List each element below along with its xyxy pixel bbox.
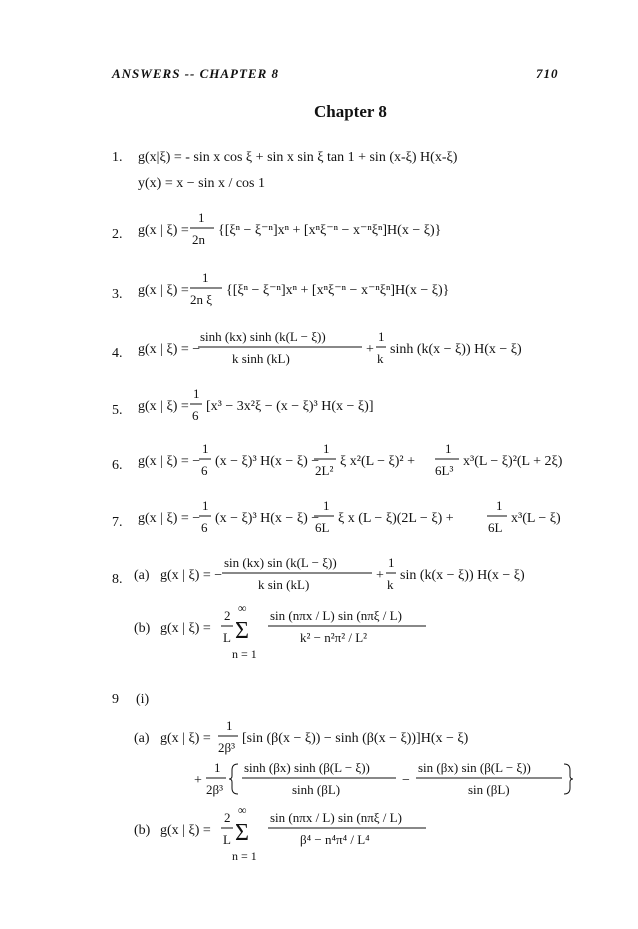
frac-den: 2n ξ [190,292,213,307]
item-number: 5. [112,403,123,418]
equation-8b [134,600,604,664]
frac-den: k [377,351,384,366]
equation-9b [134,802,604,866]
frac-num: 1 [198,210,205,225]
eq-lhs: g(x | ξ) = [138,223,189,238]
item-number: 6. [112,458,123,473]
frac-num: 1 [202,498,209,513]
equation-6 [138,438,618,486]
eq-op: − [402,773,410,788]
frac-den: sinh (βL) [292,782,341,797]
frac-den: 6L³ [435,463,454,478]
eq-lhs: g(x | ξ) = − [138,342,201,357]
frac-num: 1 [323,441,330,456]
equation-3 [138,268,578,314]
frac-num: sin (kx) sin (k(L − ξ)) [224,555,337,570]
frac-num: 1 [378,329,385,344]
eq-lhs: g(x | ξ) = [138,399,189,414]
frac-den: 2β³ [218,740,236,755]
frac-num: 1 [193,386,200,401]
frac-num: 1 [226,718,233,733]
item-number: 8. [112,572,123,587]
sum-sign: Σ [235,820,249,846]
eq-tail: sin (k(x − ξ)) H(x − ξ) [400,568,525,583]
frac-num: sin (nπx / L) sin (nπξ / L) [270,608,402,623]
sum-lower: n = 1 [232,647,257,661]
eq-op: + [194,773,202,788]
frac-num: sin (nπx / L) sin (nπξ / L) [270,810,402,825]
running-header: ANSWERS -- CHAPTER 8 [112,66,280,81]
sum-sign: Σ [235,618,249,644]
frac-num: 1 [496,498,503,513]
frac-num: 1 [388,555,395,570]
equation-9a [134,716,604,762]
eq-lhs: g(x | ξ) = [160,823,211,838]
part-label: (b) [134,621,151,636]
frac-den: k sinh (kL) [232,351,290,366]
frac-num: sin (βx) sin (β(L − ξ)) [418,760,531,775]
item-number: 3. [112,287,123,302]
eq-term: (x − ξ)³ H(x − ξ) − [215,511,320,526]
frac-den: 2n [192,232,205,247]
equation-9a-continued [134,758,604,804]
frac-den: β⁴ − n⁴π⁴ / L⁴ [300,832,370,847]
frac-den: L [223,832,231,847]
frac-den: k² − n²π² / L² [300,630,368,645]
eq-term: ξ x²(L − ξ)² + [340,454,416,469]
eq-term: x³(L − ξ)²(L + 2ξ) [463,454,563,469]
frac-num: 2 [224,810,231,825]
frac-den: k [387,577,394,592]
frac-num: sinh (kx) sinh (k(L − ξ)) [200,329,326,344]
frac-num: 1 [202,270,209,285]
frac-den: 6 [201,520,208,535]
page-number: 710 [536,66,559,81]
eq-lhs: g(x | ξ) = − [138,454,201,469]
frac-num: 1 [214,760,221,775]
frac-num: 1 [445,441,452,456]
frac-den: k sin (kL) [258,577,310,592]
eq-lhs: g(x | ξ) = − [138,511,201,526]
item-number: 2. [112,227,123,242]
sum-upper: ∞ [238,803,247,817]
item-number: 7. [112,515,123,530]
equation-line: y(x) = x − sin x / cos 1 [138,176,266,191]
equation-5 [138,384,578,430]
frac-den: 2β³ [206,782,224,797]
part-label: (a) [134,731,150,746]
equation-7 [138,495,618,543]
frac-num: 1 [323,498,330,513]
equation-4 [138,326,598,372]
sum-upper: ∞ [238,601,247,615]
frac-num: 2 [224,608,231,623]
frac-den: 6 [201,463,208,478]
eq-body: [x³ − 3x²ξ − (x − ξ)³ H(x − ξ)] [206,399,374,414]
frac-den: 6L [488,520,503,535]
frac-den: 6 [192,408,199,423]
eq-lhs: g(x | ξ) = [138,283,189,298]
equation-2 [138,208,578,254]
eq-term: x³(L − ξ) [511,511,561,526]
eq-term: (x − ξ)³ H(x − ξ) − [215,454,320,469]
eq-tail: sinh (k(x − ξ)) H(x − ξ) [390,342,522,357]
eq-body: [sin (β(x − ξ)) − sinh (β(x − ξ))]H(x − ξ) [242,731,469,746]
frac-den: 6L [315,520,330,535]
item-number: 9 [112,692,119,707]
frac-den: 2L² [315,463,334,478]
frac-num: 1 [202,441,209,456]
sum-lower: n = 1 [232,849,257,863]
equation-line: g(x|ξ) = - sin x cos ξ + sin x sin ξ tan 1 + sin (x-ξ) H(x-ξ) [138,150,458,165]
eq-lhs: g(x | ξ) = [160,621,211,636]
subitem-label: (i) [136,692,150,707]
eq-lhs: g(x | ξ) = − [160,568,223,583]
frac-den: L [223,630,231,645]
item-number: 4. [112,346,123,361]
frac-den: sin (βL) [468,782,510,797]
chapter-title: Chapter 8 [314,102,387,121]
eq-op: + [366,342,374,357]
item-number: 1. [112,150,123,165]
part-label: (b) [134,823,151,838]
equation-8a [134,552,604,600]
frac-num: sinh (βx) sinh (β(L − ξ)) [244,760,370,775]
eq-op: + [376,568,384,583]
eq-body: {[ξⁿ − ξ⁻ⁿ]xⁿ + [xⁿξ⁻ⁿ − x⁻ⁿξⁿ]H(x − ξ)} [218,223,442,238]
eq-body: {[ξⁿ − ξ⁻ⁿ]xⁿ + [xⁿξ⁻ⁿ − x⁻ⁿξⁿ]H(x − ξ)} [226,283,450,298]
eq-term: ξ x (L − ξ)(2L − ξ) + [338,511,454,526]
eq-lhs: g(x | ξ) = [160,731,211,746]
part-label: (a) [134,568,150,583]
